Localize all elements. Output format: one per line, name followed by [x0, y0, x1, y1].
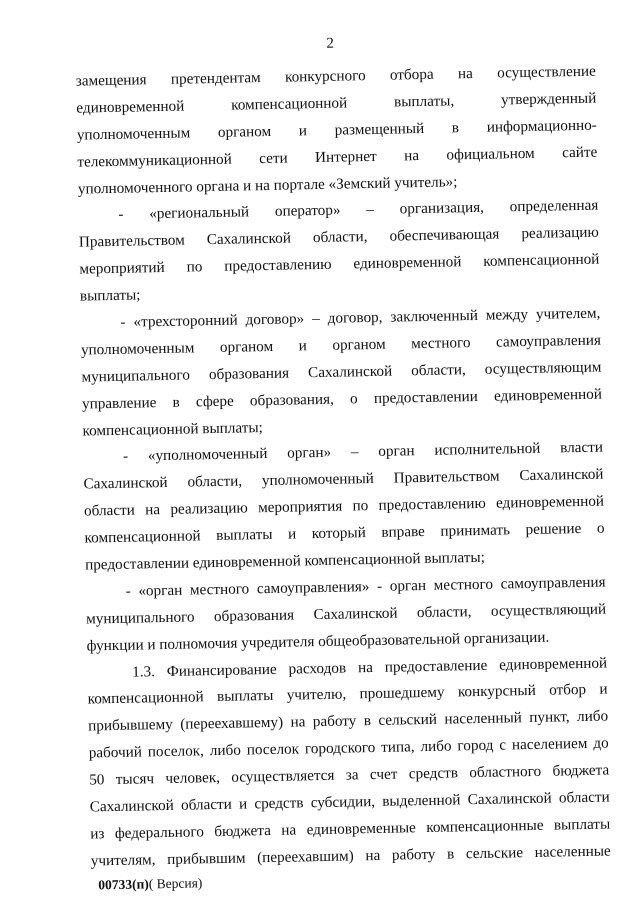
- text-line: прибывшему (переехавшему) на работу в сельский населенный пункт, либо: [88, 707, 609, 735]
- text-line: Сахалинской области и средств субсидии, выделенной Сахалинской области: [89, 788, 610, 816]
- text-line: замещения претендентам конкурсного отбора на осуществление: [75, 62, 596, 90]
- text-line: уполномоченным органом и размещенный в информационно-: [76, 116, 597, 144]
- document-footer: [98, 875, 202, 893]
- text-line: - «уполномоченный орган» – орган исполнительной власти: [122, 439, 604, 466]
- text-line: Сахалинской области, уполномоченный Правительством Сахалинской: [83, 465, 604, 493]
- text-line: функции и полномочия учредителя общеобразовательной организации.: [86, 628, 550, 655]
- text-line: Правительством Сахалинской области, обеспечивающая реализацию: [78, 223, 599, 251]
- text-line: рабочий поселок, либо поселок городского типа, либо город с населением до: [88, 734, 609, 762]
- text-line: - «региональный оператор» – организация, определенная: [118, 197, 599, 224]
- text-line: уполномоченным органом и органом местного самоуправления: [80, 331, 602, 359]
- text-line: компенсационной выплаты и который вправе принимать решение о: [84, 519, 605, 547]
- text-line: мероприятий по предоставлению единовременной компенсационной: [79, 250, 600, 278]
- text-line: - «орган местного самоуправления» - орган местного самоуправления: [125, 573, 606, 600]
- text-line: муниципального образования Сахалинской области, осуществляющим: [81, 358, 602, 386]
- text-line: управление в сфере образования, о предоставлении единовременной: [81, 385, 603, 413]
- text-line: 50 тысяч человек, осуществляется за счет средств областного бюджета: [89, 761, 610, 789]
- page-number: 2: [326, 35, 335, 52]
- text-line: муниципального образования Сахалинской области, осуществляющий: [85, 600, 607, 628]
- body-text: [76, 59, 611, 876]
- text-line: компенсационной выплаты;: [82, 418, 263, 440]
- text-line: компенсационной выплаты учителю, прошедшему конкурсный отбор и: [87, 681, 608, 708]
- text-line: - «трехсторонний договор» – договор, заключенный между учителем,: [120, 304, 601, 331]
- text-line: из федерального бюджета на единовременные компенсационные выплаты: [90, 815, 611, 843]
- document-version: ( Версия): [148, 875, 203, 892]
- text-line: предоставлении единовременной компенсационной выплаты;: [84, 548, 486, 574]
- text-line: уполномоченного органа и на портале «Земский учитель»;: [77, 172, 458, 198]
- text-line: учителям, прибывшим (переехавшим) на работу в сельские населенные: [90, 842, 611, 870]
- text-line: 1.3. Финансирование расходов на предоставление единовременной: [132, 654, 608, 681]
- text-line: области на реализацию мероприятия по предоставлению единовременной: [83, 492, 605, 520]
- text-line: единовременной компенсационной выплаты, утвержденный: [76, 89, 597, 117]
- text-line: выплаты;: [79, 286, 141, 305]
- text-line: телекоммуникационной сети Интернет на официальном сайте: [77, 143, 598, 171]
- document-code: 00733(п): [98, 876, 149, 893]
